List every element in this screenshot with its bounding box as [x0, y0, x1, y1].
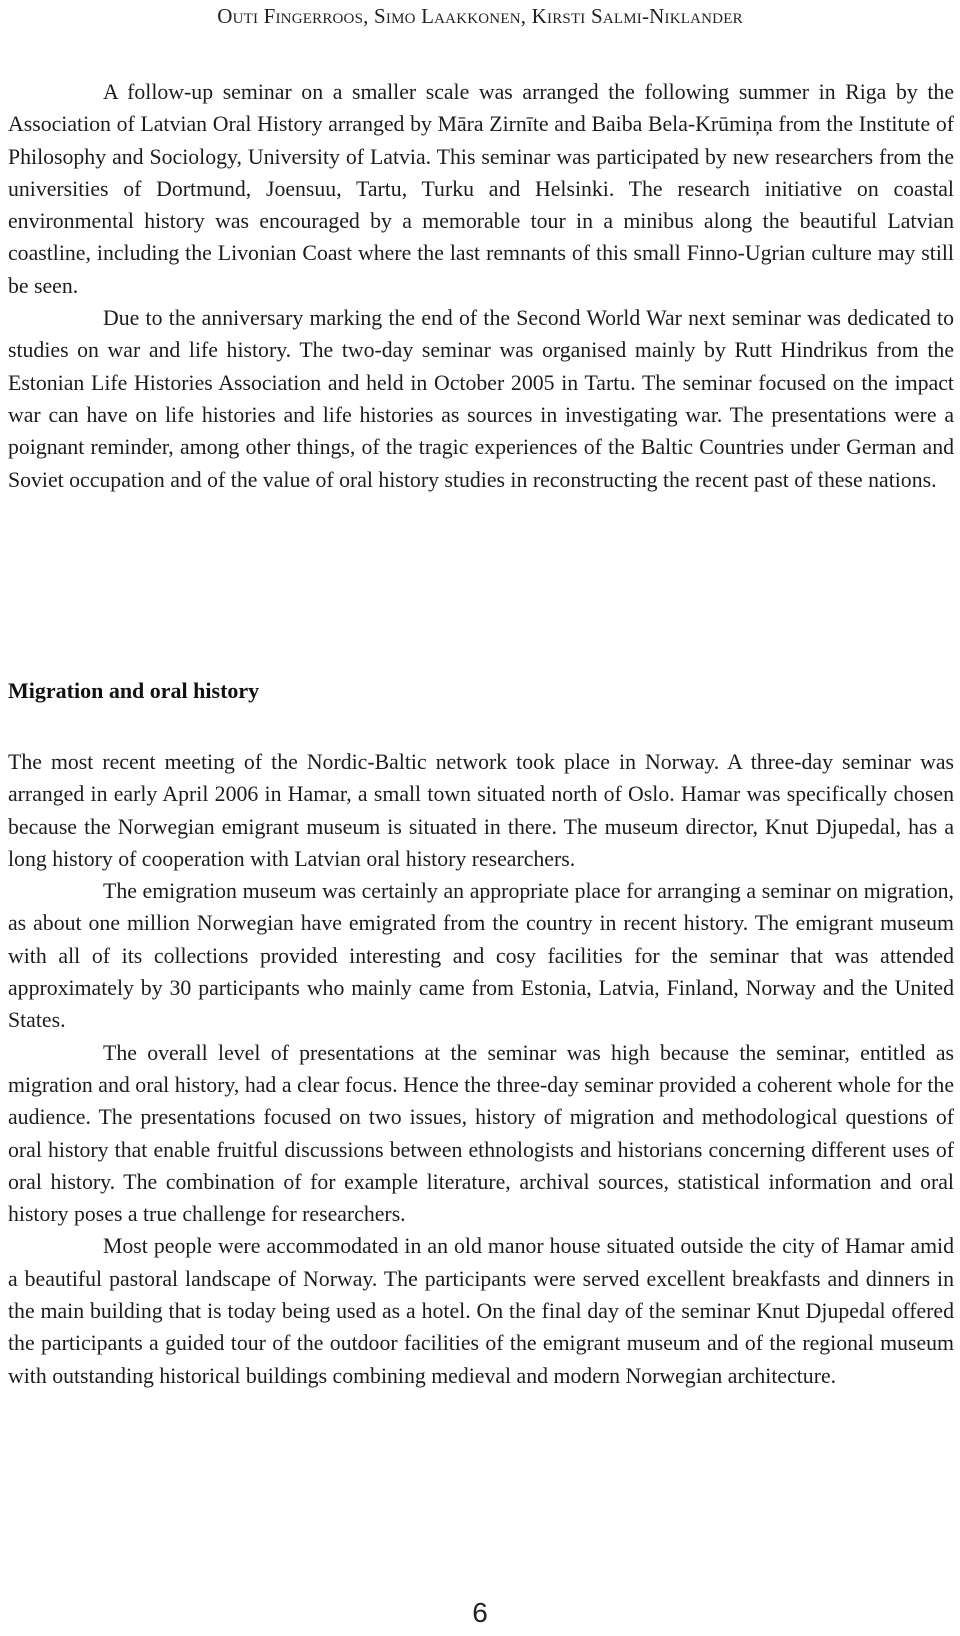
body-paragraph: A follow-up seminar on a smaller scale was arranged the following summer in Riga by the Association of Latvian Oral History arranged by Māra Zirnīte and Baiba Bela-Krūmiņa from the Institute of Philosophy and Sociology, University of Latvia. This seminar was participated by new researchers from the universities of Dortmund, Joensuu, Tartu, Turku and Helsinki. The research initiative on coastal environmental history was encouraged by a memorable tour in a minibus along the beautiful Latvian coastline, including the Livonian Coast where the last remnants of this small Finno-Ugrian culture may still be seen.	[8, 80, 954, 298]
body-paragraph: The overall level of presentations at the seminar was high because the seminar, entitled as migration and oral history, had a clear focus. Hence the three-day seminar provided a coherent whole for the audience. The presentations focused on two issues, history of migration and methodological questions of oral history that enable fruitful discussions between ethnologists and historians concerning different uses of oral history. The combination of for example literature, archival sources, statistical information and oral history poses a true challenge for researchers.	[8, 1040, 954, 1227]
page-number: 6	[472, 1597, 488, 1628]
body-paragraph: Most people were accommodated in an old manor house situated outside the city of Hamar amid a beautiful pastoral landscape of Norway. The participants were served excellent breakfasts and dinners in the main building that is today being used as a hotel. On the final day of the seminar Knut Djupedal offered the participants a guided tour of the outdoor facilities of the emigrant museum and of the regional museum with outstanding historical buildings combining medieval and modern Norwegian architecture.	[8, 1234, 954, 1388]
section-heading: Migration and oral history	[8, 678, 260, 703]
running-header: Outi Fingerroos, Simo Laakkonen, Kirsti Salmi-Niklander	[217, 4, 743, 28]
section-migration	[8, 746, 954, 1392]
body-paragraph: The most recent meeting of the Nordic-Baltic network took place in Norway. A three-day seminar was arranged in early April 2006 in Hamar, a small town situated north of Oslo. Hamar was specifically chosen because the Norwegian emigrant museum is situated in there. The museum director, Knut Djupedal, has a long history of cooperation with Latvian oral history researchers.	[8, 750, 954, 871]
body-paragraph: Due to the anniversary marking the end of the Second World War next seminar was dedicated to studies on war and life history. The two-day seminar was organised mainly by Rutt Hindrikus from the Estonian Life Histories Association and held in October 2005 in Tartu. The seminar focused on the impact war can have on life histories and life histories as sources in investigating war. The presentations were a poignant reminder, among other things, of the tragic experiences of the Baltic Countries under German and Soviet occupation and of the value of oral history studies in reconstructing the recent past of these nations.	[8, 306, 954, 492]
body-paragraph: The emigration museum was certainly an appropriate place for arranging a seminar on migration, as about one million Norwegian have emigrated from the country in recent history. The emigrant museum with all of its collections provided interesting and cosy facilities for the seminar that was attended approximately by 30 participants who mainly came from Estonia, Latvia, Finland, Norway and the United States.	[8, 879, 954, 1033]
section-seminars	[8, 76, 954, 496]
